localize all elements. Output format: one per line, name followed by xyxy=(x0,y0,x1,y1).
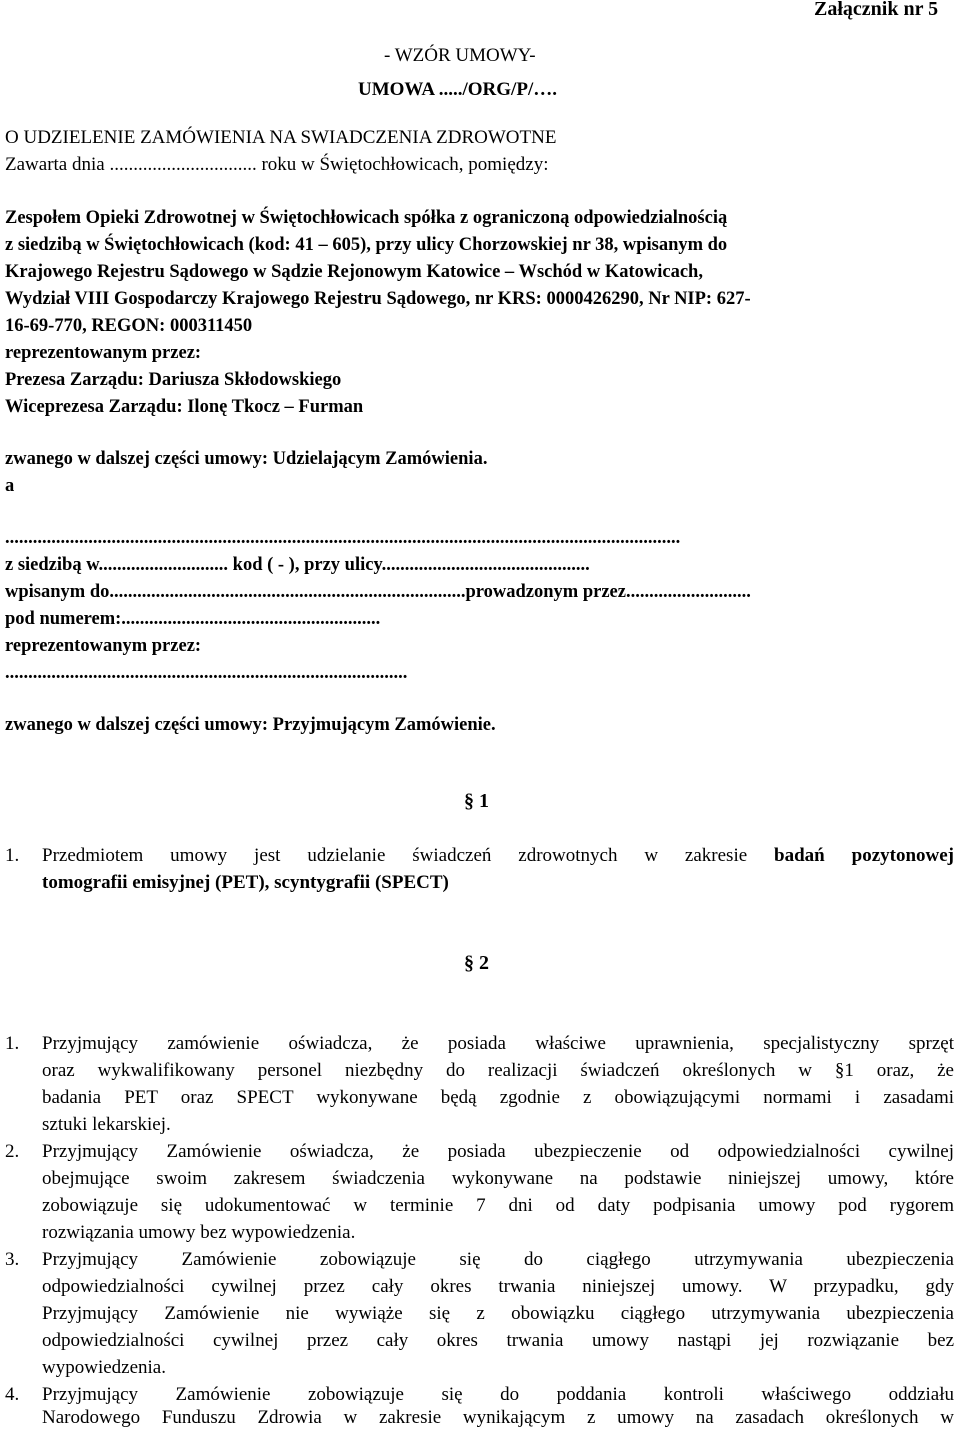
section-1-item-1-line-2: tomografii emisyjnej (PET), scyntygrafii (SPECT) xyxy=(42,872,449,893)
party-b-number: pod numerem:........................................................ xyxy=(5,609,381,629)
party-a-regon: 16-69-770, REGON: 000311450 xyxy=(5,316,253,336)
party-a-name: Zespołem Opieki Zdrowotnej w Świętochłowicach spółka z ograniczoną odpowiedzialnością xyxy=(5,208,728,228)
section-2-item-2-line: obejmujące swoim zakresem świadczenia wykonywane na podstawie niniejszej umowy, które xyxy=(42,1168,954,1189)
section-1-symbol: § 1 xyxy=(464,790,489,812)
party-a-krs: Wydział VIII Gospodarczy Krajowego Rejestru Sądowego, nr KRS: 0000426290, Nr NIP: 627- xyxy=(5,289,751,309)
party-a-called: zwanego w dalszej części umowy: Udzielającym Zamówienia. xyxy=(5,449,488,469)
party-b-represented-label: reprezentowanym przez: xyxy=(5,636,202,656)
party-a-representative-1: Prezesa Zarządu: Dariusza Skłodowskiego xyxy=(5,370,342,390)
section-2-item-3-line: wypowiedzenia. xyxy=(42,1357,166,1378)
conjunction-and: a xyxy=(5,476,15,496)
section-2-item-4-line: Przyjmujący Zamówienie zobowiązuje się do poddania kontroli właściwego oddziału xyxy=(42,1384,954,1405)
section-2-item-3-number: 3. xyxy=(5,1249,20,1270)
party-b-seat: z siedzibą w............................ kod ( - ), przy ulicy............................................. xyxy=(5,555,590,575)
section-2-item-1-line: badania PET oraz SPECT wykonywane będą zgodnie z obowiązującymi normami i zasadami xyxy=(42,1087,954,1108)
party-a-represented-label: reprezentowanym przez: xyxy=(5,343,202,363)
section-2-item-3-line: Przyjmujący Zamówienie zobowiązuje się do ciągłego utrzymywania ubezpieczenia xyxy=(42,1249,954,1270)
party-a-court: Krajowego Rejestru Sądowego w Sądzie Rejonowym Katowice – Wschód w Katowicach, xyxy=(5,262,703,282)
attachment-label: Załącznik nr 5 xyxy=(814,0,939,20)
section-2-item-1-line: Przyjmujący zamówienie oświadcza, że posiada właściwe uprawnienia, specjalistyczny sprzęt xyxy=(42,1033,954,1054)
party-b-registered: wpisanym do.............................................................................prowadzonym przez........................... xyxy=(5,582,751,602)
template-label: - WZÓR UMOWY- xyxy=(384,45,536,66)
section-2-item-2-line: rozwiązania umowy bez wypowiedzenia. xyxy=(42,1222,356,1243)
party-b-name-blank: .................................................................................................................................................. xyxy=(5,528,681,548)
contract-subject-title: O UDZIELENIE ZAMÓWIENIA NA SWIADCZENIA ZDROWOTNE xyxy=(5,127,557,148)
section-2-item-3-line: Przyjmujący Zamówienie nie wywiąże się z obowiązku ciągłego utrzymywania ubezpieczenia xyxy=(42,1303,954,1324)
section-2-item-2-number: 2. xyxy=(5,1141,20,1162)
contract-number: UMOWA ...../ORG/P/…. xyxy=(358,79,557,100)
concluded-date-place: Zawarta dnia ............................... roku w Świętochłowicach, pomiędzy: xyxy=(5,154,549,175)
section-2-item-4-line: Narodowego Funduszu Zdrowia w zakresie wynikającym z umowy na zasadach określonych w xyxy=(42,1407,954,1428)
section-1-item-1-number: 1. xyxy=(5,845,20,866)
section-2-item-1-line: sztuki lekarskiej. xyxy=(42,1114,171,1135)
section-2-symbol: § 2 xyxy=(464,952,489,974)
section-2-item-4-number: 4. xyxy=(5,1384,20,1405)
party-a-representative-2: Wiceprezesa Zarządu: Ilonę Tkocz – Furman xyxy=(5,397,364,417)
party-a-address: z siedzibą w Świętochłowicach (kod: 41 – 605), przy ulicy Chorzowskiej nr 38, wpisanym do xyxy=(5,235,728,255)
party-b-called: zwanego w dalszej części umowy: Przyjmującym Zamówienie. xyxy=(5,715,496,735)
section-2-item-1-line: oraz wykwalifikowany personel niezbędny do realizacji świadczeń określonych w §1 oraz, że xyxy=(42,1060,954,1081)
section-2-item-3-line: odpowiedzialności cywilnej przez cały okres trwania niniejszej umowy. W przypadku, gdy xyxy=(42,1276,954,1297)
section-2-item-2-line: Przyjmujący Zamówienie oświadcza, że posiada ubezpieczenie od odpowiedzialności cywilnej xyxy=(42,1141,954,1162)
party-b-representative-blank: ....................................................................................... xyxy=(5,663,408,683)
section-2-item-2-line: zobowiązuje się udokumentować w terminie 7 dni od daty podpisania umowy pod rygorem xyxy=(42,1195,954,1216)
section-2-item-3-line: odpowiedzialności cywilnej przez cały okres trwania umowy nastąpi jej rozwiązanie bez xyxy=(42,1330,954,1351)
section-2-item-1-number: 1. xyxy=(5,1033,20,1054)
section-1-item-1-line-1: Przedmiotem umowy jest udzielanie świadczeń zdrowotnych w zakresie badań pozytonowej xyxy=(42,845,954,866)
